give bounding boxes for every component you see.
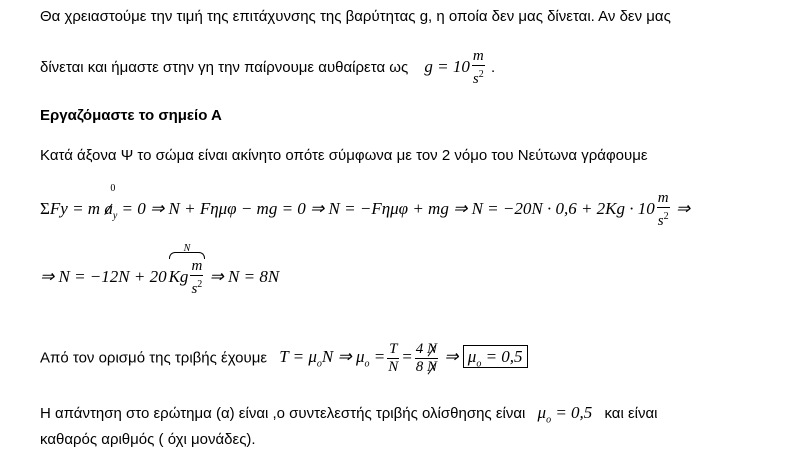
text-tail: και είναι [604,405,658,422]
text-tail: . [490,58,496,76]
paragraph-answer-line1 [40,403,658,425]
text: Από τον ορισμό της τριβής έχουμε [40,349,268,367]
text: δίνεται και ήμαστε στην γη την παίρνουμε αυθαίρετα ως [40,58,409,76]
text: Η απάντηση στο ερώτημα (α) είναι ,ο συντελεστής τριβής ολίσθησης είναι [40,405,526,422]
text: Θα χρειαστούμε την τιμή της επιτάχυνσης της βαρύτητας g, η οποία δεν μας δίνεται. Αν δεν μας [40,8,671,25]
paragraph-friction [40,341,528,376]
paragraph-answer-line2 [40,431,256,448]
paragraph-newton [40,147,648,164]
formula-mu: $\mu_o = 0,5$ [537,403,593,426]
equation-friction: $T = \mu_oN$ ⇒ $\mu_o$ = $\frac{T}{N}$ = $\frac{4 N}{8 N}$ ⇒ $\mu_o = 0,5$ [279,347,527,366]
formula-g-value: g = 10 $\frac{m}{s^2}$ [424,48,484,87]
equation-sum-forces: ΣFy = m 0 $a_y = 0$ ⇒ N + Fημφ − mg = 0 ⇒ N = −Fημφ + mg ⇒ N = −20N · 0,6 + 2Kg · 10 $\frac{m}{s^2}$ ⇒ [40,182,691,229]
text: καθαρός αριθμός ( όχι μονάδες). [40,431,256,448]
paragraph-gravity-line1 [40,8,671,25]
heading-text: Εργαζόμαστε το σημείο Α [40,107,222,124]
result-box: $\mu_o = 0,5$ [463,345,528,368]
heading-point-a [40,107,222,124]
paragraph-gravity-line2 [40,48,495,88]
equation-normal-force: ⇒ N = −12N + 20 N Kg $\frac{m}{s^2}$ ⇒ N = 8N [40,243,280,297]
text: Κατά άξονα Ψ το σώμα είναι ακίνητο οπότε σύμφωνα με τον 2 νόμο του Νεύτωνα γράφουμε [40,147,648,164]
